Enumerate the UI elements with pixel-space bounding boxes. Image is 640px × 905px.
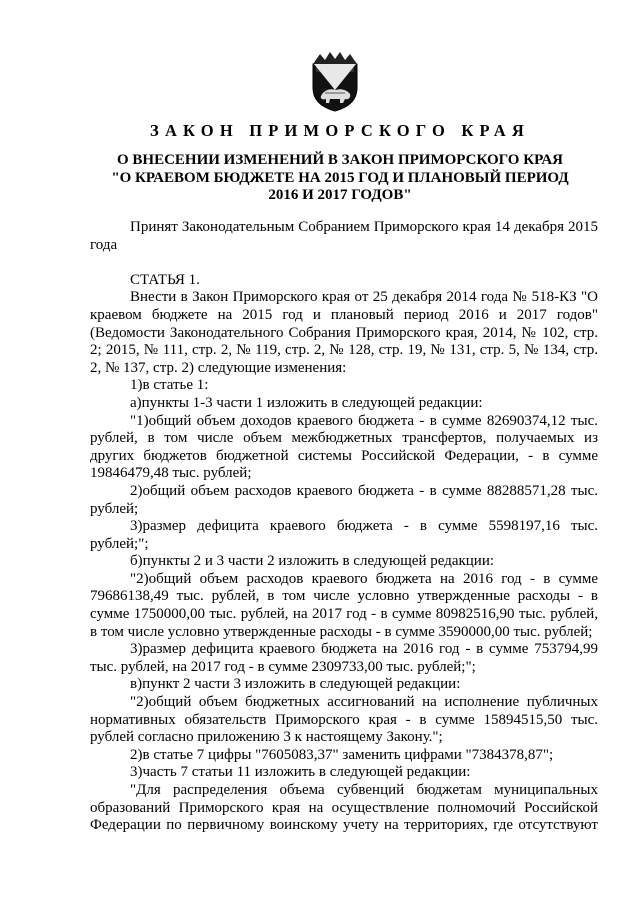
article-heading: СТАТЬЯ 1. — [130, 271, 200, 288]
item-3: 3)часть 7 статьи 11 изложить в следующей редакции: — [130, 764, 471, 781]
law-body — [90, 219, 598, 835]
adoption-note: Принят Законодательным Собранием Приморского края 14 декабря 2015 года — [90, 219, 599, 253]
law-title: ЗАКОН ПРИМОРСКОГО КРАЯ — [150, 121, 530, 140]
paragraph-deficit: 3)размер дефицита краевого бюджета - в сумме 5598197,16 тыс. рублей;"; — [90, 518, 598, 552]
paragraph-subventions: "Для распределения объема субвенций бюджетам муниципальных образований Приморского края на осуществление полномочий Российской Федерации по первичному воинскому учету на территориях, где отсутствуют — [90, 782, 598, 834]
paragraph-deficit-2016-2017: 3)размер дефицита краевого бюджета на 2016 год - в сумме 753794,99 тыс. рублей, на 2017 год - в сумме 2309733,00 тыс. рублей;"; — [90, 641, 598, 675]
subtitle-line: "О КРАЕВОМ БЮДЖЕТЕ НА 2015 ГОД И ПЛАНОВЫЙ ПЕРИОД — [111, 169, 569, 186]
law-subtitle — [90, 152, 590, 205]
item-1c: в)пункт 2 части 3 изложить в следующей редакции: — [130, 676, 461, 693]
primorsky-coat-of-arms-icon — [310, 50, 360, 112]
item-1a: а)пункты 1-3 части 1 изложить в следующей редакции: — [130, 394, 483, 411]
subtitle-line: 2016 И 2017 ГОДОВ" — [268, 187, 412, 203]
item-1b: б)пункты 2 и 3 части 2 изложить в следующей редакции: — [130, 553, 495, 570]
item-1: 1)в статье 1: — [130, 377, 209, 394]
subtitle-line: О ВНЕСЕНИИ ИЗМЕНЕНИЙ В ЗАКОН ПРИМОРСКОГО КРАЯ — [117, 152, 563, 168]
article-intro: Внести в Закон Приморского края от 25 декабря 2014 года № 518-КЗ "О краевом бюджете на 2015 год и плановый период 2016 и 2017 годов" (Ведомости Законодательного Собрания Приморского края, 2014, № 102, стр. 2; 2015, № 111, стр. 2, № 119, стр. 2, № 128, стр. 19, № 131, стр. 5, № 134, стр. 2, № 137, стр. 2) следующие изменения: — [90, 289, 599, 376]
paragraph-public-obligations: "2)общий объем бюджетных ассигнований на исполнение публичных нормативных обязательств Приморского края - в сумме 15894515,50 тыс. рублей согласно приложению 3 к настоящему Закону."; — [90, 694, 599, 746]
paragraph-revenue: "1)общий объем доходов краевого бюджета - в сумме 82690374,12 тыс. рублей, в том числе объем межбюджетных трансфертов, получаемых из других бюджетов бюджетной системы Российской Федерации, - в сумме 19846479,48 тыс. рублей; — [90, 412, 599, 482]
item-2: 2)в статье 7 цифры "7605083,37" заменить цифрами "7384378,87"; — [130, 746, 554, 763]
paragraph-expenses-2016-2017: "2)общий объем расходов краевого бюджета на 2016 год - в сумме 79686138,49 тыс. рублей, в том числе условно утвержденные расходы - в сумме 1750000,00 тыс. рублей, на 2017 год - в сумме 80982516,90 тыс. рублей, в том числе условно утвержденные расходы - в сумме 3590000,00 тыс. рублей; — [90, 570, 599, 640]
paragraph-expenses: 2)общий объем расходов краевого бюджета - в сумме 88288571,28 тыс. рублей; — [90, 482, 599, 517]
